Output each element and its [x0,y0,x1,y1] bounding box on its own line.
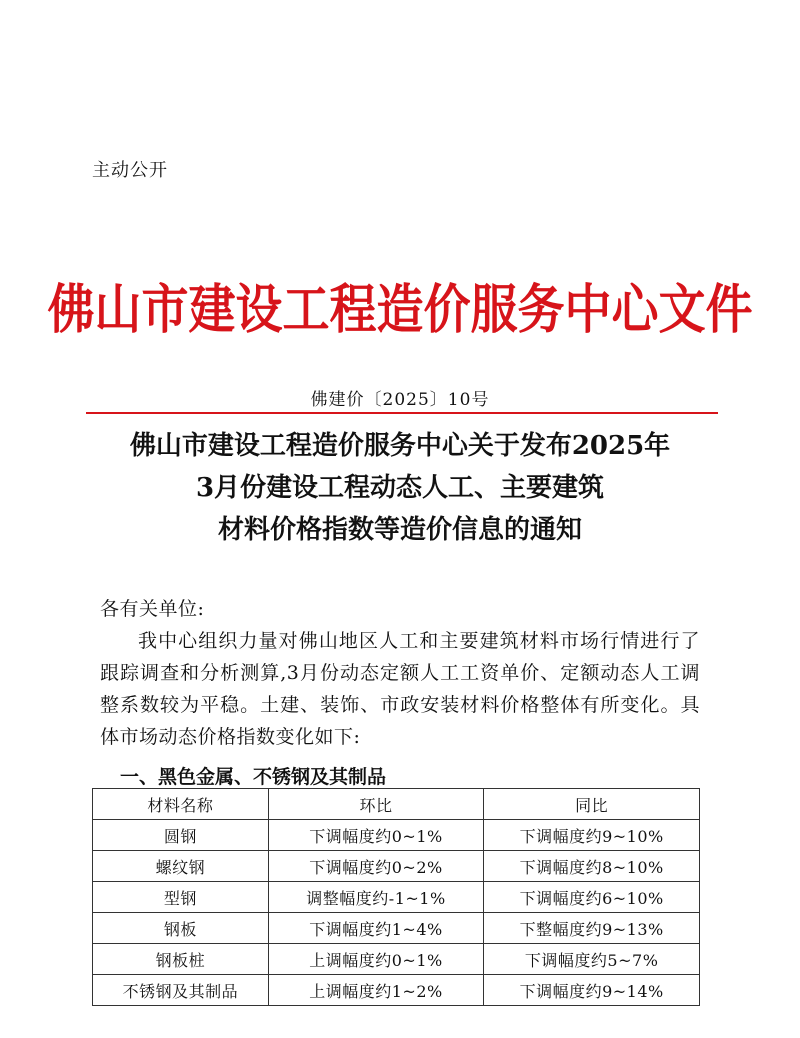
document-number: 佛建价〔2025〕10号 [310,390,490,410]
cell-material: 型钢 [93,882,269,913]
org-header-title: 佛山市建设工程造价服务中心文件 [47,279,753,341]
table-row [93,944,700,975]
disclosure-label: 主动公开 [92,160,168,181]
cell-mom: 上调幅度约1~2% [268,975,484,1006]
cell-material: 螺纹钢 [93,851,269,882]
cell-mom: 下调幅度约0~1% [268,820,484,851]
cell-yoy: 下调幅度约8~10% [484,851,700,882]
price-index-table [92,788,700,1006]
cell-mom: 下调幅度约1~4% [268,913,484,944]
header-year-on-year: 同比 [484,789,700,820]
header-month-on-month: 环比 [268,789,484,820]
notice-title [0,425,800,551]
notice-title-line-1: 佛山市建设工程造价服务中心关于发布2025年 [129,431,671,461]
notice-body [100,593,700,753]
table-row [93,882,700,913]
body-paragraph: 我中心组织力量对佛山地区人工和主要建筑材料市场行情进行了跟踪调查和分析测算,3月份动态定额人工工资单价、定额动态人工调整系数较为平稳。土建、装饰、市政安装材料价格整体有所变化。具体市场动态价格指数变化如下: [100,630,700,748]
cell-mom: 调整幅度约-1~1% [268,882,484,913]
notice-title-line-2: 3月份建设工程动态人工、主要建筑 [195,473,605,503]
cell-yoy: 下调幅度约9~14% [484,975,700,1006]
cell-yoy: 下调幅度约5~7% [484,944,700,975]
section-heading-1: 一、黑色金属、不锈钢及其制品 [120,766,387,788]
cell-yoy: 下调幅度约9~10% [484,820,700,851]
cell-material: 钢板桩 [93,944,269,975]
cell-mom: 下调幅度约0~2% [268,851,484,882]
header-material-name: 材料名称 [93,789,269,820]
cell-material: 钢板 [93,913,269,944]
table-row [93,975,700,1006]
notice-title-line-3: 材料价格指数等造价信息的通知 [217,515,582,545]
table-row [93,913,700,944]
cell-yoy: 下整幅度约9~13% [484,913,700,944]
cell-yoy: 下调幅度约6~10% [484,882,700,913]
red-divider-line [86,412,718,414]
table-row [93,820,700,851]
salutation: 各有关单位: [100,598,205,620]
table-header-row [93,789,700,820]
cell-mom: 上调幅度约0~1% [268,944,484,975]
cell-material: 不锈钢及其制品 [93,975,269,1006]
table-row [93,851,700,882]
cell-material: 圆钢 [93,820,269,851]
